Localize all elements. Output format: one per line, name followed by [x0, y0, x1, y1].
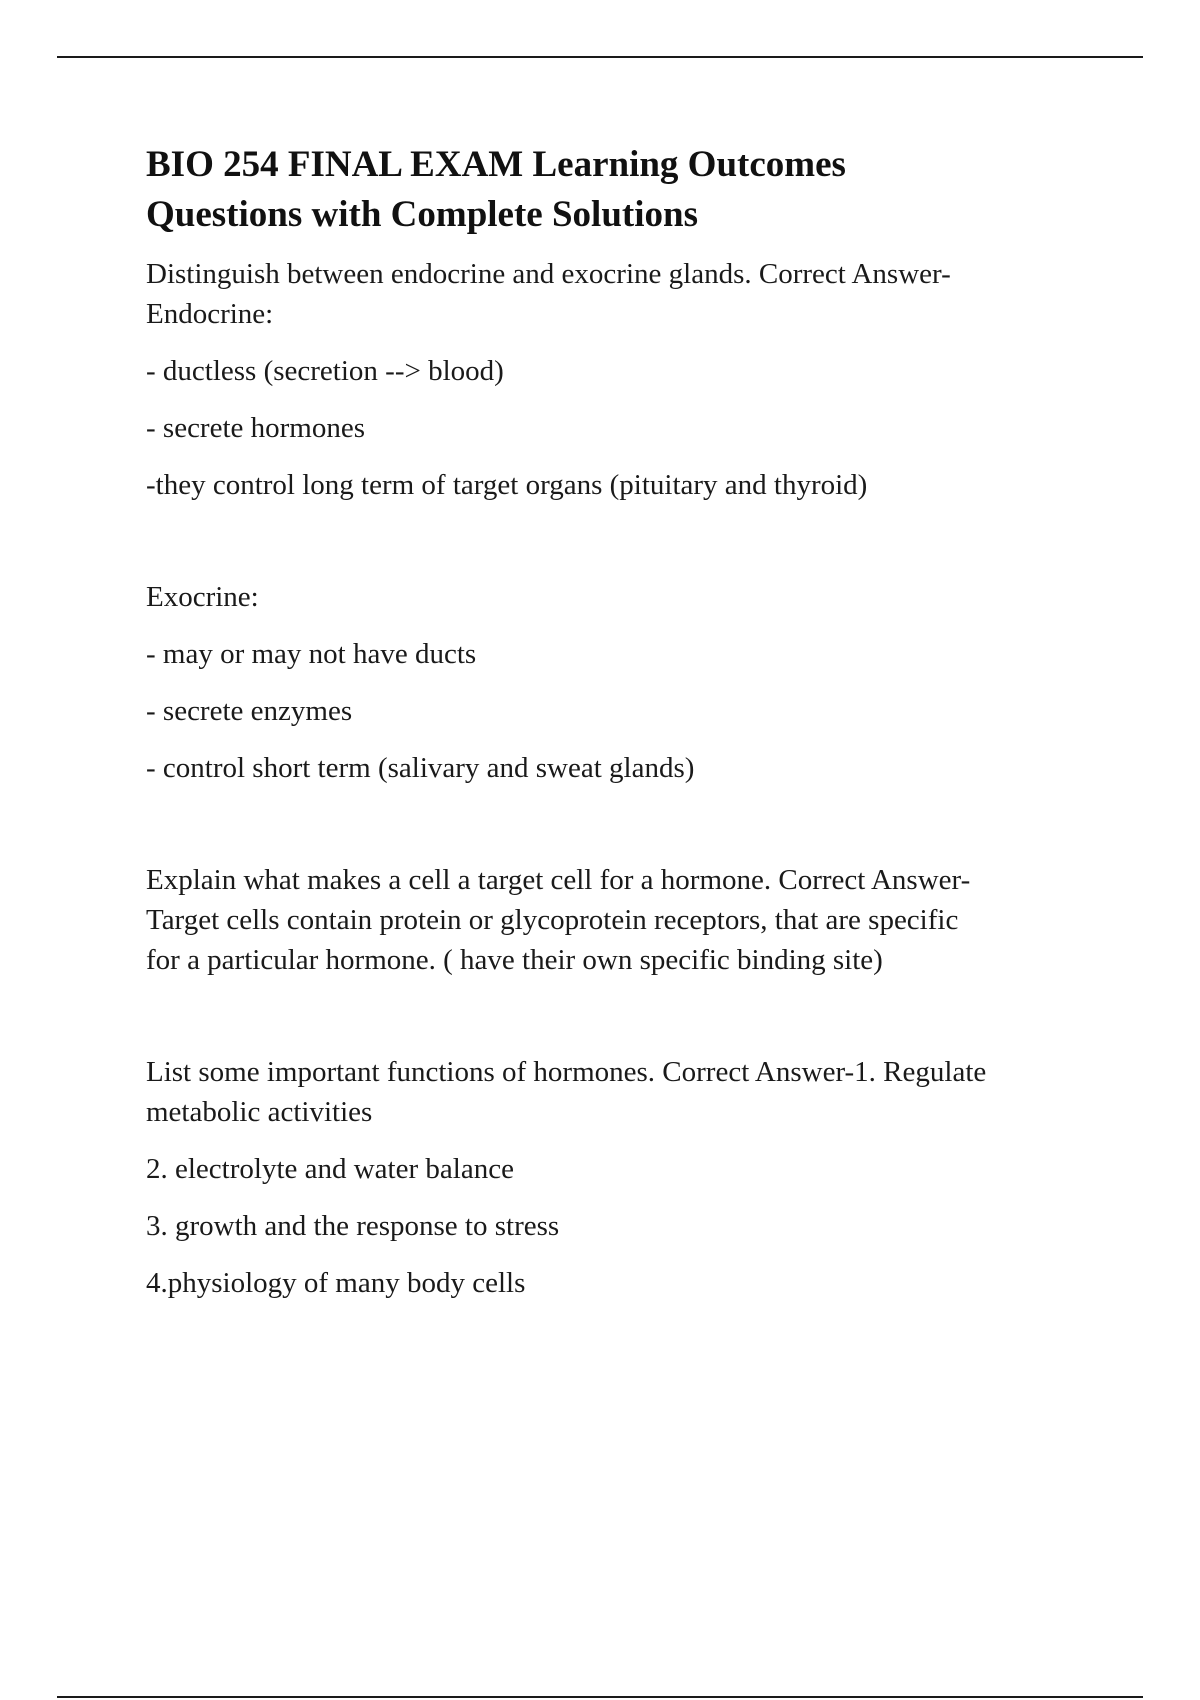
question-target-cell: [146, 860, 1106, 980]
title-line-2: Questions with Complete Solutions: [146, 194, 698, 235]
exocrine-point: - may or may not have ducts: [146, 638, 477, 670]
q1-text-line-1: Distinguish between endocrine and exocrine glands. Correct Answer-: [146, 258, 951, 290]
title-line-1: BIO 254 FINAL EXAM Learning Outcomes: [146, 144, 846, 185]
endocrine-point: - secrete hormones: [146, 412, 366, 444]
hormone-function-point: 2. electrolyte and water balance: [146, 1153, 514, 1185]
exocrine-heading: Exocrine:: [146, 581, 259, 613]
bottom-rule: [57, 1696, 1143, 1698]
hormone-function-point: 4.physiology of many body cells: [146, 1267, 526, 1299]
endocrine-point: -they control long term of target organs (pituitary and thyroid): [146, 469, 868, 501]
q3-text-line-1: List some important functions of hormones. Correct Answer-1. Regulate: [146, 1056, 987, 1088]
exocrine-point: - control short term (salivary and sweat glands): [146, 752, 695, 784]
q2-text-line-3: for a particular hormone. ( have their own specific binding site): [146, 944, 883, 976]
endocrine-point: - ductless (secretion --> blood): [146, 355, 504, 387]
question-endocrine-exocrine: [146, 254, 1106, 788]
top-rule: [57, 56, 1143, 58]
exocrine-point: - secrete enzymes: [146, 695, 353, 727]
q2-text-line-1: Explain what makes a cell a target cell for a hormone. Correct Answer-: [146, 864, 971, 896]
q1-text-line-2: Endocrine:: [146, 298, 274, 330]
hormone-function-point: 3. growth and the response to stress: [146, 1210, 560, 1242]
q2-text-line-2: Target cells contain protein or glycoprotein receptors, that are specific: [146, 904, 959, 936]
document-title: [146, 140, 1106, 240]
document-body: [146, 140, 1106, 1303]
question-hormone-functions: [146, 1052, 1106, 1303]
q3-text-line-2: metabolic activities: [146, 1096, 373, 1128]
